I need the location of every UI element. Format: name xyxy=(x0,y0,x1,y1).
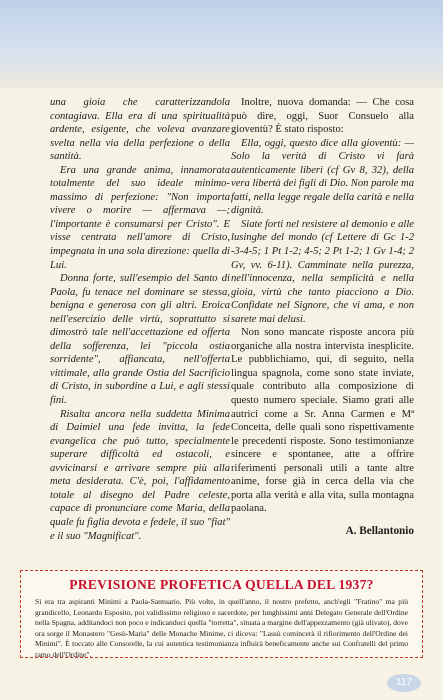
prophecy-box-title: PREVISIONE PROFETICA QUELLA DEL 1937? xyxy=(69,577,374,592)
left-paragraph-3: Donna forte, sull'esempio del Santo di Paola, fu tenace nel dominare se stessa, benigna e generosa con gli altri. Eroica nell'esercizio delle virtù, soprattutto si dimostrò tale nell'accettazione ed offerta della sofferenza, lei "piccola ostia sorridente", affiancata, nell'offerta vittimale, alla grande Ostia del Sacrificio di Cristo, in subordine a Lui, e agli stessi fini. xyxy=(50,273,230,407)
left-paragraph-2: Era una grande anima, innamorata totalmente del suo ideale minimo-massimo di perfezione: "Non importa vivere o morire — affermava —; l'importante è consumarsi per Cristo". E visse centrata nell'amore di Cristo, impegnata in una sola direzione: quella di Lui. xyxy=(50,164,230,271)
author-signature: A. Bellantonio xyxy=(345,524,414,537)
left-column xyxy=(50,96,230,543)
right-paragraph-4: Non sono mancate risposte ancora più organiche alla nostra intervista inesplicite. Le pubblichiamo, qui, di seguito, nella lingua spagnola, come sono state inviate, quale contributo alla composizione di questo numero speciale. Siamo grati alle autrici come a Sr. Anna Carmen e Mª Concetta, delle quali sono rispettivamente le precedenti risposte. Sono testimonianze sincere e spontanee, atte a offrire riferimenti personali utili a tante altre anime, forse già in cerca della via che porta alla verità e alla vita, sulla montagna paolana. xyxy=(231,327,414,515)
left-paragraph-1: una gioia che caratterizzandola contagiava. Ella era di una spiritualità ardente, esigente, che voleva avanzare svelta nella via della perfezione o della santità. xyxy=(50,97,230,163)
right-paragraph-1: Inoltre, nuova domanda: — Che cosa può dire, oggi, Suor Consuelo alla gioventù? È stato risposto: xyxy=(231,97,414,136)
right-paragraph-3: Siate forti nel resistere al demonio e alle lusinghe del mondo (cf Lettere di Gc 1-2 -3-4-5; 1 Pt 1-2; 4-5; 2 Pt 1-2; 1 Gv 1-4; 2 Gv, vv. 6-11). Camminate nella purezza, nell'innocenza, nella semplicità e nella gioia, virtù che tanto piacciono a Dio. Confidate nel Signore, che vi ama, e non sarete mai delusi. xyxy=(231,218,414,325)
right-column xyxy=(231,96,414,539)
right-paragraph-2: Ella, oggi, questo dice alla gioventù: — Solo la verità di Cristo vi farà autenticamente liberi (cf Gv 8, 32), della vera libertà dei figli di Dio. Non parole ma fatti, nella legge regale della carità e nella dignità. xyxy=(231,137,414,217)
left-paragraph-4: Risalta ancora nella suddetta Minima di Daimiel una fede invitta, la fede evangelica che può tutto, specialmente superare difficoltà ed ostacoli, e avvicinarsi e arrivare sempre più alla meta desiderata. C'è, poi, l'affidamento totale al disegno del Padre celeste, capace di pronunciare come Maria, della quale fu figlia devota e fedele, il suo "fiat" e il suo "Magnificat". xyxy=(50,408,230,542)
prophecy-box-text: Si era tra aspiranti Minimi a Paola-Santuario. Più volte, in quell'anno, il nostro prefetto, anch'egli "Fratino" ma più grandicello, Leonardo Esposito, poi validissimo religioso e sacerdote, per lunghissimi anni Delegato Generale dell'Ordine nella Spagna, additandoci non poco e indicandoci quella "torretta", situata a margine dell'appezzamento (già ulivato), dove ora sorge il Monastero "Gesù-Maria" delle Monache Minime, ci diceva: "Lassù comincerà il rifiorimento dell'Ordine dei Minimi". È toccato alle Consorelle, la cui autentica testimonianza influirà beneficamente anche sui Confratelli del primo ramo dell'Ordine". xyxy=(35,597,408,659)
page-number: 117 xyxy=(387,674,421,692)
header-sky-band xyxy=(0,0,443,88)
prophecy-box xyxy=(20,570,423,658)
